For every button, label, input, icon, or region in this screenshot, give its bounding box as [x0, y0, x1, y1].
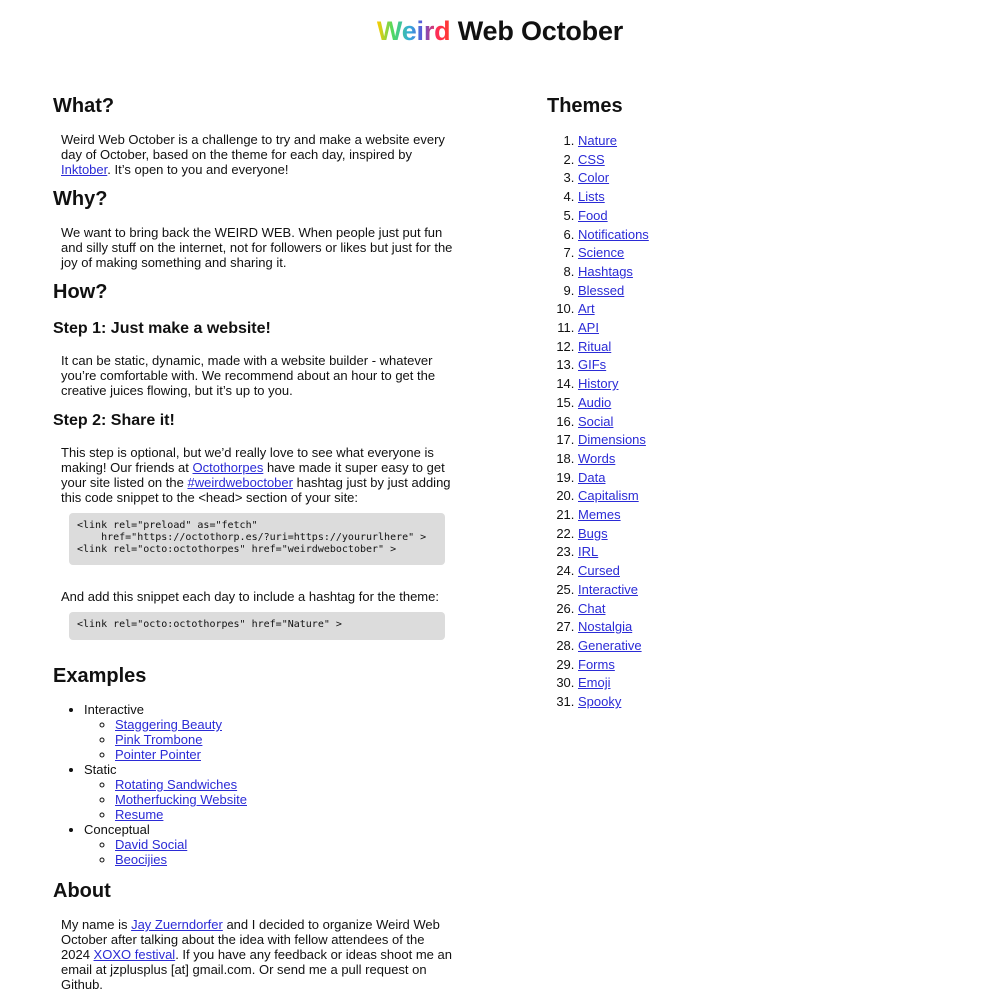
list-item [115, 732, 453, 747]
theme-item [578, 600, 947, 619]
theme-item [578, 525, 947, 544]
examples-list [53, 702, 453, 867]
main-column [53, 92, 453, 992]
author-link[interactable]: Jay Zuerndorfer [131, 917, 223, 932]
how-heading: How? [53, 281, 108, 303]
theme-item [578, 356, 947, 375]
theme-link[interactable]: Notifications [578, 226, 649, 242]
what-text: Weird Web October is a challenge to try and make a website every day of October, based on the theme for each day, inspired by Inktober. It’s open to you and everyone! [61, 132, 445, 177]
example-link[interactable]: Beocijies [115, 852, 168, 867]
theme-item [578, 132, 947, 151]
theme-link[interactable]: IRL [578, 544, 599, 560]
theme-link[interactable]: Generative [578, 637, 642, 653]
theme-link[interactable]: Nature [578, 133, 618, 148]
example-link[interactable]: Rotating Sandwiches [115, 777, 238, 792]
code-snippet-theme: <link rel="octo:octothorpes" href="Nature" > [69, 612, 445, 640]
theme-item [578, 674, 947, 693]
example-link[interactable]: Resume [115, 807, 164, 822]
theme-link[interactable]: Color [578, 170, 610, 186]
theme-item [578, 338, 947, 357]
theme-item [578, 300, 947, 319]
theme-item [578, 431, 947, 450]
what-heading: What? [53, 95, 115, 117]
theme-item [578, 375, 947, 394]
theme-item [578, 169, 947, 188]
theme-item [578, 319, 947, 338]
theme-item [578, 394, 947, 413]
theme-link[interactable]: Nostalgia [578, 619, 633, 635]
theme-item [578, 581, 947, 600]
theme-item [578, 618, 947, 637]
theme-link[interactable]: Bugs [578, 525, 608, 541]
theme-item [578, 413, 947, 432]
about-text: My name is Jay Zuerndorfer and I decided to organize Weird Web October after talking about the idea with fellow attendees of the 2024 XOXO festival. If you have any feedback or ideas shoot me an email at jzplusplus [at] gmail.com. Or send me a pull request on Github. [61, 917, 452, 992]
theme-item [578, 282, 947, 301]
example-group-interactive: • Interactive ◦ Staggering Beauty ◦ Pink Trombone ◦ Pointer Pointer [84, 702, 453, 762]
theme-link[interactable]: GIFs [578, 357, 607, 373]
why-text: We want to bring back the WEIRD WEB. When people just put fun and silly stuff on the internet, not for followers or likes but just for the joy of making something and sharing it. [61, 225, 453, 270]
theme-link[interactable]: Audio [578, 394, 612, 410]
theme-item [578, 263, 947, 282]
example-group-static: • Static ◦ Rotating Sandwiches ◦ Motherfucking Website ◦ Resume [84, 762, 453, 822]
theme-item [578, 693, 947, 712]
theme-link[interactable]: Data [578, 469, 606, 485]
theme-item [578, 469, 947, 488]
example-link[interactable]: Pink Trombone [115, 732, 203, 747]
site-title-weird: Weird [376, 16, 451, 46]
theme-link[interactable]: Dimensions [578, 432, 646, 448]
list-item [115, 792, 453, 807]
code-snippet-head: <link rel="preload" as="fetch" href="https://octothorp.es/?uri=https://yoururlhere" > <link rel="octo:octothorpes" href="weirdweboctober" > [69, 513, 445, 565]
octothorpes-link[interactable]: Octothorpes [192, 460, 264, 475]
example-group-conceptual: • Conceptual ◦ David Social ◦ Beocijies [84, 822, 453, 867]
theme-link[interactable]: Art [578, 301, 595, 317]
snippet-instruction: And add this snippet each day to include a hashtag for the theme: [61, 589, 439, 604]
site-title [0, 12, 1000, 50]
theme-link[interactable]: CSS [578, 151, 605, 167]
theme-link[interactable]: Food [578, 207, 608, 223]
theme-link[interactable]: Forms [578, 656, 615, 672]
example-link[interactable]: Pointer Pointer [115, 747, 201, 762]
theme-item [578, 151, 947, 170]
why-heading: Why? [53, 188, 108, 210]
example-link[interactable]: Motherfucking Website [115, 792, 247, 807]
theme-link[interactable]: Emoji [578, 675, 611, 691]
list-item [115, 807, 453, 822]
theme-link[interactable]: Memes [578, 507, 621, 523]
themes-list [547, 132, 947, 712]
theme-item [578, 637, 947, 656]
site-title-rest: Web October [450, 16, 624, 46]
step1-text: It can be static, dynamic, made with a website builder - whatever you’re comfortable with. We recommend about an hour to get the creative juices flowing, but it’s up to you. [61, 353, 436, 398]
theme-item [578, 506, 947, 525]
theme-item [578, 487, 947, 506]
theme-link[interactable]: History [578, 376, 619, 392]
theme-link[interactable]: Chat [578, 600, 606, 616]
xoxo-festival-link[interactable]: XOXO festival [93, 947, 176, 962]
list-item [115, 852, 453, 867]
list-item [115, 747, 453, 762]
theme-link[interactable]: Lists [578, 189, 605, 205]
theme-item [578, 543, 947, 562]
step1-heading: Step 1: Just make a website! [53, 320, 271, 337]
theme-item [578, 562, 947, 581]
theme-link[interactable]: Interactive [578, 581, 638, 597]
theme-link[interactable]: Ritual [578, 338, 612, 354]
theme-link[interactable]: Hashtags [578, 263, 633, 279]
theme-link[interactable]: API [578, 320, 599, 336]
theme-link[interactable]: Capitalism [578, 488, 639, 504]
list-item [115, 837, 453, 852]
theme-item [578, 450, 947, 469]
about-heading: About [53, 880, 111, 902]
step2-heading: Step 2: Share it! [53, 412, 175, 429]
step2-text: This step is optional, but we’d really love to see what everyone is making! Our friends at Octothorpes have made it super easy to get your site listed on the #weirdweboctober hashtag just by just adding this code snippet to the <head> section of your site: [61, 445, 451, 505]
example-link[interactable]: Staggering Beauty [115, 717, 222, 732]
inktober-link[interactable]: Inktober [61, 162, 108, 177]
theme-link[interactable]: Cursed [578, 563, 620, 579]
weirdweboctober-hashtag-link[interactable]: #weirdweboctober [187, 475, 293, 490]
theme-link[interactable]: Spooky [578, 694, 622, 710]
list-item [115, 777, 453, 792]
theme-item [578, 188, 947, 207]
theme-item [578, 244, 947, 263]
theme-item [578, 207, 947, 226]
themes-heading: Themes [547, 95, 623, 117]
theme-item [578, 656, 947, 675]
theme-item [578, 226, 947, 245]
themes-column [547, 92, 947, 712]
theme-link[interactable]: Words [578, 450, 616, 466]
example-link[interactable]: David Social [115, 837, 188, 852]
theme-link[interactable]: Blessed [578, 282, 625, 298]
list-item [115, 717, 453, 732]
examples-heading: Examples [53, 665, 147, 687]
theme-link[interactable]: Social [578, 413, 614, 429]
theme-link[interactable]: Science [578, 245, 625, 261]
